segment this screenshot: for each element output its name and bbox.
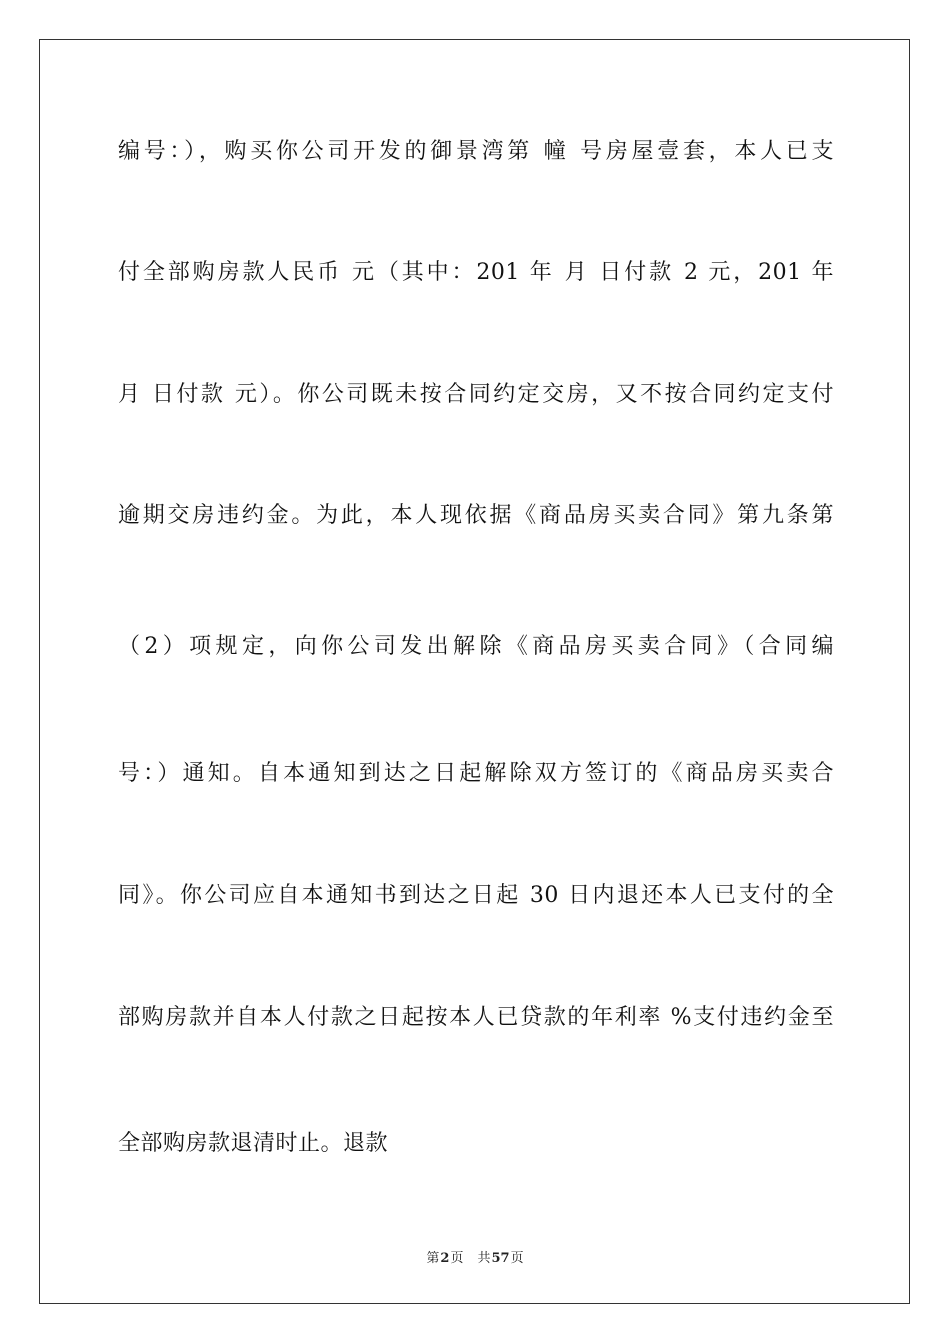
text-line: （2）项规定，向你公司发出解除《商品房买卖合同》（合同编 [118,634,834,659]
text-line: 编号：），购买你公司开发的御景湾第 幢 号房屋壹套，本人已支 [118,139,834,164]
text-line: 同》。你公司应自本通知书到达之日起 30 日内退还本人已支付的全 [118,883,834,908]
page-footer [0,1247,950,1266]
page-border [39,39,910,1304]
footer-total-pages: 57 [491,1251,510,1266]
text-line: 逾期交房违约金。为此，本人现依据《商品房买卖合同》第九条第 [118,503,834,528]
text-line: 号：）通知。自本通知到达之日起解除双方签订的《商品房买卖合 [118,761,834,786]
footer-page-prefix: 第 [426,1251,440,1266]
text-line: 全部购房款退清时止。退款 [118,1131,389,1156]
text-line: 月 日付款 元）。你公司既未按合同约定交房，又不按合同约定支付 [118,382,834,407]
footer-page-suffix: 页 [450,1251,464,1266]
text-line: 部购房款并自本人付款之日起按本人已贷款的年利率 %支付违约金至 [118,1005,834,1030]
text-line: 付全部购房款人民币 元（其中：201 年 月 日付款 2 元，201 年 [118,260,834,285]
footer-total-suffix: 页 [510,1251,524,1266]
footer-total-prefix: 共 [477,1251,491,1266]
footer-page-number: 2 [440,1251,450,1266]
